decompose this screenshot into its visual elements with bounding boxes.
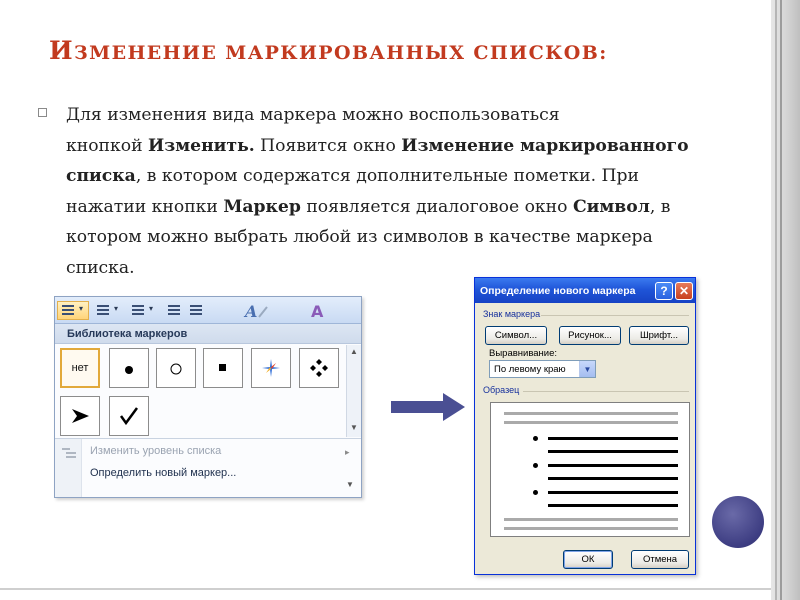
text-run: котором можно выбрать любой из символов в качестве маркера	[66, 227, 653, 248]
bullet-cell-filled-circle[interactable]	[109, 348, 149, 388]
right-arrow-icon	[391, 393, 465, 421]
paragraph-line	[66, 161, 756, 192]
submenu-arrow-icon: ▸	[345, 447, 350, 457]
svg-text:A: A	[311, 302, 324, 320]
sample-preview	[490, 402, 690, 537]
preview-black-line	[548, 450, 678, 453]
help-button[interactable]	[655, 282, 673, 300]
bullet-cell-four-diamonds[interactable]	[299, 348, 339, 388]
text-run: списка.	[66, 257, 135, 278]
menu-define-new-bullet[interactable]: Определить новый маркер...	[90, 467, 237, 479]
paragraph-line	[66, 131, 756, 162]
preview-black-line	[548, 504, 678, 507]
text-run: , в	[649, 196, 671, 217]
scroll-up-icon[interactable]: ▲	[350, 347, 358, 356]
bullet-cell-hollow-circle[interactable]	[156, 348, 196, 388]
preview-black-line	[548, 491, 678, 494]
bullet-cell-check-mark[interactable]	[109, 396, 149, 436]
bullet-square-icon	[38, 108, 47, 117]
bold-term: Изменение маркированного	[401, 135, 689, 156]
bullet-library-scrollbar[interactable]	[346, 345, 361, 437]
bullet-none-label: нет	[71, 362, 89, 374]
paragraph-line	[66, 222, 756, 253]
preview-gray-line	[504, 421, 678, 424]
bold-term: списка	[66, 166, 136, 187]
preview-black-line	[548, 477, 678, 480]
preview-black-line	[548, 464, 678, 467]
ok-button[interactable]: ОК	[563, 550, 613, 569]
menu-divider	[55, 438, 361, 439]
bold-term: Символ	[572, 196, 650, 217]
numbering-button[interactable]	[92, 301, 124, 320]
text-effects-button[interactable]	[238, 301, 272, 320]
chevron-down-icon: ▾	[114, 304, 119, 313]
check-mark-icon	[118, 405, 140, 427]
preview-gray-line	[504, 412, 678, 415]
decrease-indent-button[interactable]	[163, 301, 183, 320]
preview-bullet-dot	[533, 463, 538, 468]
alignment-value: По левому краю	[494, 364, 566, 375]
text-run: появляется диалоговое окно	[300, 196, 573, 217]
bullet-library-panel	[54, 296, 362, 498]
bold-term: Изменить.	[148, 135, 255, 156]
multilevel-list-button[interactable]	[127, 301, 159, 320]
title-rest: ЗМЕНЕНИЕ МАРКИРОВАННЫХ СПИСКОВ:	[74, 42, 608, 64]
group-marker-line	[541, 315, 689, 316]
text-run: Для изменения вида маркера можно воспользоваться	[66, 105, 560, 125]
preview-gray-line	[504, 527, 678, 530]
chevron-down-icon: ▾	[79, 304, 84, 313]
group-sample-line	[523, 391, 689, 392]
text-effects-icon	[239, 302, 271, 320]
svg-text:A: A	[245, 302, 258, 320]
four-diamonds-icon	[308, 357, 330, 379]
font-button[interactable]: Шрифт...	[629, 326, 689, 345]
resize-grip-icon[interactable]: ▼	[346, 480, 354, 489]
slide-title	[49, 36, 608, 65]
decorative-circle	[712, 496, 764, 548]
bullet-cell-filled-square[interactable]	[203, 348, 243, 388]
colored-star-icon	[260, 357, 282, 379]
bullet-library-header: Библиотека маркеров	[55, 324, 361, 344]
filled-circle-icon	[122, 361, 136, 375]
preview-black-line	[548, 437, 678, 440]
preview-bullet-dot	[533, 490, 538, 495]
text-style-button[interactable]	[305, 301, 335, 320]
numbered-list-icon	[97, 305, 109, 317]
preview-gray-line	[504, 518, 678, 521]
slide-paragraph	[66, 100, 756, 284]
close-icon: ✕	[678, 284, 690, 298]
ribbon-toolbar	[55, 297, 361, 324]
help-icon: ?	[660, 284, 668, 298]
symbol-button[interactable]: Символ...	[485, 326, 547, 345]
paragraph-line	[66, 192, 756, 223]
list-level-icon	[61, 447, 77, 461]
chevron-down-icon[interactable]: ▼	[579, 361, 595, 377]
text-run: Появится окно	[254, 135, 402, 156]
cancel-button[interactable]: Отмена	[631, 550, 689, 569]
alignment-label: Выравнивание:	[489, 348, 558, 359]
group-marker-label: Знак маркера	[483, 309, 541, 319]
preview-bullet-dot	[533, 436, 538, 441]
bullet-cell-none[interactable]	[60, 348, 100, 388]
slide-right-edge	[771, 0, 800, 600]
bullet-cell-arrowhead[interactable]	[60, 396, 100, 436]
multilevel-list-icon	[132, 305, 144, 317]
filled-square-icon	[217, 362, 229, 374]
decrease-indent-icon	[168, 305, 180, 317]
slide-bottom-edge	[0, 588, 771, 590]
bullet-cell-colored-star[interactable]	[251, 348, 291, 388]
group-sample-label: Образец	[483, 385, 520, 395]
menu-icon-gutter	[55, 439, 82, 497]
title-initial: И	[49, 36, 75, 65]
increase-indent-icon	[190, 305, 202, 317]
text-run: нажатии кнопки	[66, 196, 224, 217]
bullet-list-icon	[62, 305, 74, 317]
arrowhead-icon	[69, 405, 91, 427]
close-button[interactable]	[675, 282, 693, 300]
hollow-circle-icon	[168, 360, 184, 376]
dialog-title: Определение нового маркера	[475, 278, 695, 303]
bold-term: Маркер	[223, 196, 301, 217]
increase-indent-button[interactable]	[185, 301, 205, 320]
text-run: , в котором содержатся дополнительные пометки. При	[135, 166, 639, 187]
define-new-bullet-dialog	[474, 277, 696, 575]
picture-button[interactable]: Рисунок...	[559, 326, 621, 345]
bullets-button[interactable]	[57, 301, 89, 320]
scroll-down-icon[interactable]: ▼	[350, 423, 358, 432]
alignment-select[interactable]	[489, 360, 596, 378]
menu-change-list-level: Изменить уровень списка	[90, 445, 222, 457]
chevron-down-icon: ▾	[149, 304, 154, 313]
text-run: кнопкой	[66, 135, 149, 156]
paragraph-line	[66, 100, 756, 131]
text-style-icon	[306, 302, 334, 320]
